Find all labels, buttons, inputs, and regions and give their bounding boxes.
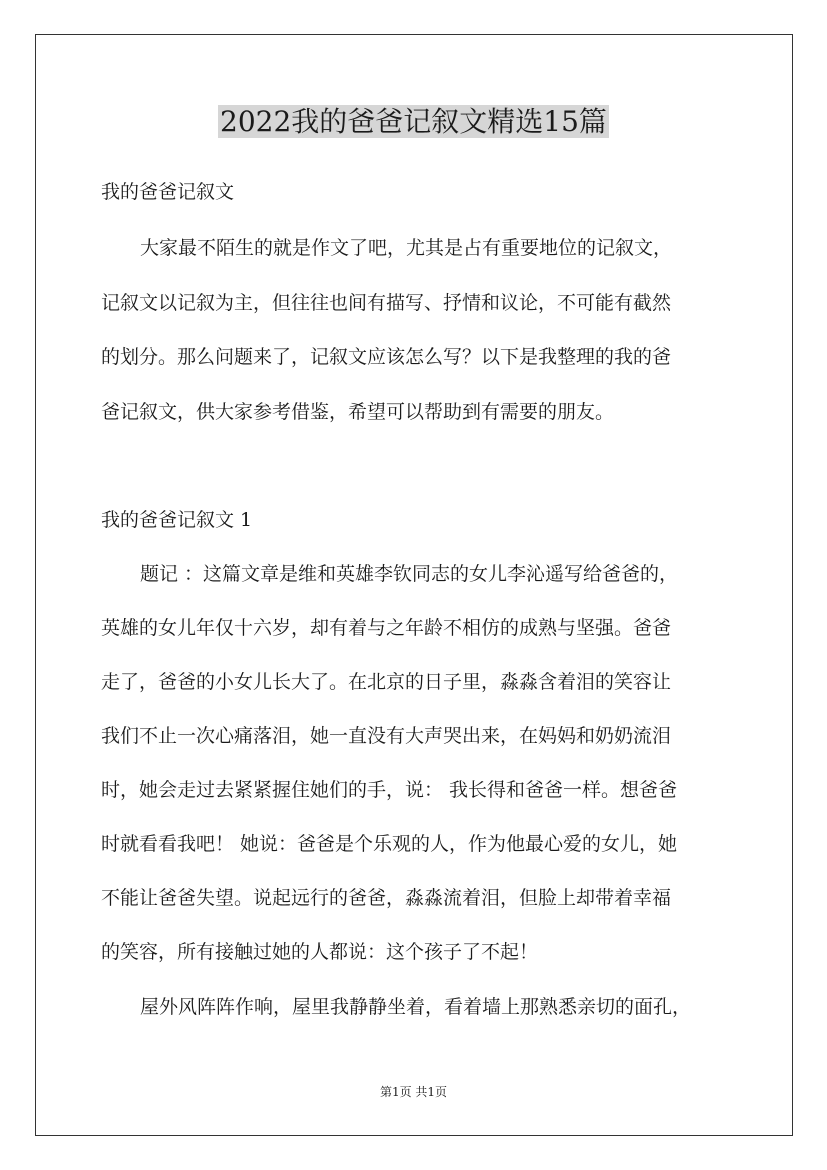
- paragraph-line: 时就看看我吧！ 她说：爸爸是个乐观的人，作为他最心爱的女儿，她: [101, 833, 678, 855]
- paragraph-line: 走了，爸爸的小女儿长大了。在北京的日子里，淼淼含着泪的笑容让: [101, 671, 672, 693]
- paragraph-line: 时，她会走过去紧紧握住她们的手，说： 我长得和爸爸一样。想爸爸: [101, 779, 678, 801]
- paragraph-line: 英雄的女儿年仅十六岁，却有着与之年龄不相仿的成熟与坚强。爸爸: [101, 617, 672, 639]
- intro-line: 爸记叙文，供大家参考借鉴，希望可以帮助到有需要的朋友。: [101, 401, 615, 423]
- paragraph-line: 题记 ：这篇文章是维和英雄李钦同志的女儿李沁遥写给爸爸的，: [140, 563, 679, 585]
- paragraph-line: 我们不止一次心痛落泪，她一直没有大声哭出来，在妈妈和奶奶流泪: [101, 725, 672, 747]
- intro-line: 记叙文以记叙为主，但往往也间有描写、抒情和议论，不可能有截然: [101, 292, 672, 314]
- document-title: 2022我的爸爸记叙文精选15篇: [220, 105, 607, 138]
- section-heading: 我的爸爸记叙文 1: [101, 509, 253, 531]
- intro-line: 大家最不陌生的就是作文了吧，尤其是占有重要地位的记叙文，: [140, 237, 673, 259]
- section-heading: 我的爸爸记叙文: [101, 181, 235, 203]
- intro-line: 的划分。那么问题来了，记叙文应该怎么写？以下是我整理的我的爸: [101, 346, 672, 368]
- page-footer: 第1页 共1页: [379, 1085, 448, 1099]
- paragraph-line: 不能让爸爸失望。说起远行的爸爸，淼淼流着泪，但脸上却带着幸福: [101, 887, 672, 909]
- paragraph-line: 的笑容，所有接触过她的人都说：这个孩子了不起！: [101, 941, 539, 963]
- paragraph-line: 屋外风阵阵作响，屋里我静静坐着，看着墙上那熟悉亲切的面孔，: [140, 996, 692, 1018]
